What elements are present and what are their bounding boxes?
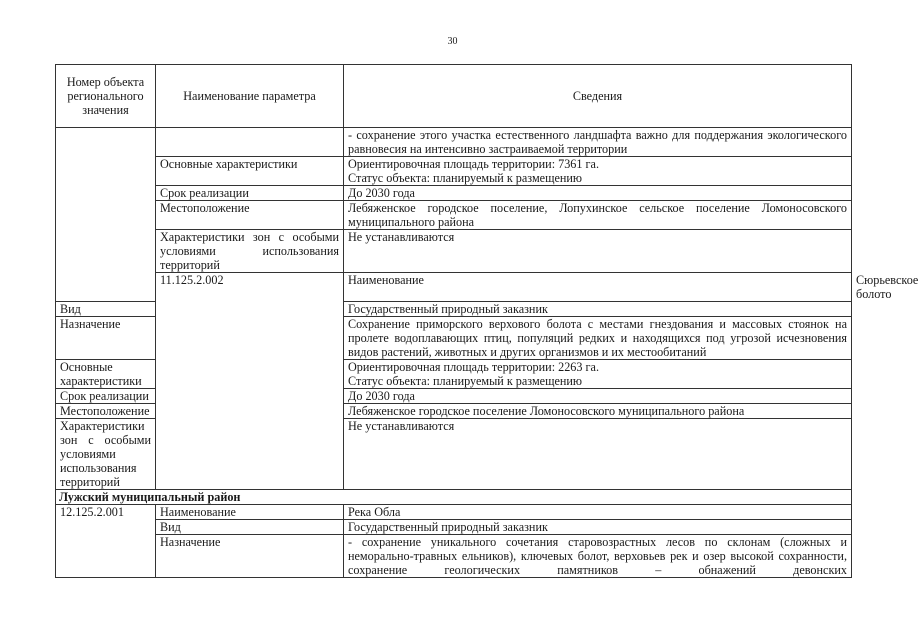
object-number-cell: 11.125.2.002: [156, 273, 344, 490]
area-line: Ориентировочная площадь территории: 2263 га.: [348, 360, 599, 374]
info-cell: [344, 157, 852, 186]
parameter-cell: [156, 128, 344, 157]
area-line: Ориентировочная площадь территории: 7361 га.: [348, 157, 599, 171]
table-row: [56, 535, 852, 578]
objects-table: [55, 64, 918, 578]
parameter-cell: Назначение: [56, 317, 156, 360]
table-row: [56, 505, 852, 520]
info-cell: Лебяженское городское поселение Ломоносовского муниципального района: [344, 404, 852, 419]
info-cell: - сохранение уникального сочетания старовозрастных лесов по склонам (сложных и неморально-травных ельников), ключевых болот, верховьев рек и озер высокой сохранности, сохранение геологических памятников – обнажений девонских: [344, 535, 852, 578]
parameter-cell: Вид: [56, 302, 156, 317]
info-cell: До 2030 года: [344, 389, 852, 404]
info-cell: Не устанавливаются: [344, 419, 852, 490]
info-cell: [344, 360, 852, 389]
header-number: Номер объекта регионального значения: [56, 65, 156, 128]
header-info: Сведения: [344, 65, 852, 128]
table-row: [56, 520, 852, 535]
info-cell: Лебяженское городское поселение, Лопухинское сельское поселение Ломоносовского муниципального района: [344, 201, 852, 230]
parameter-cell: Основные характеристики: [56, 360, 156, 389]
info-cell: До 2030 года: [344, 186, 852, 201]
district-row: [56, 490, 852, 505]
parameter-cell: Наименование: [344, 273, 852, 302]
parameter-cell: Местоположение: [56, 404, 156, 419]
table-row: [56, 128, 852, 157]
table-header-row: [56, 65, 852, 128]
parameter-cell: Срок реализации: [56, 389, 156, 404]
parameter-cell: Местоположение: [156, 201, 344, 230]
header-parameter: Наименование параметра: [156, 65, 344, 128]
table-row: [56, 157, 852, 186]
status-line: Статус объекта: планируемый к размещению: [348, 171, 583, 185]
table-row: [56, 230, 852, 273]
info-cell: - сохранение этого участка естественного ландшафта важно для поддержания экологического равновесия на интенсивно застраиваемой территории: [344, 128, 852, 157]
object-number-cell: 12.125.2.001: [56, 505, 156, 578]
parameter-cell: Наименование: [156, 505, 344, 520]
status-line: Статус объекта: планируемый к размещению: [348, 374, 583, 388]
info-cell: Река Обла: [344, 505, 852, 520]
object-number-cell: [56, 128, 156, 302]
table-row: [56, 201, 852, 230]
parameter-cell: Основные характеристики: [156, 157, 344, 186]
parameter-cell: Характеристики зон с особыми условиями использования территорий: [156, 230, 344, 273]
info-cell: Государственный природный заказник: [344, 302, 852, 317]
info-cell: Не устанавливаются: [344, 230, 852, 273]
info-cell: Государственный природный заказник: [344, 520, 852, 535]
parameter-cell: Вид: [156, 520, 344, 535]
table-row: [56, 186, 852, 201]
info-cell: Сохранение приморского верхового болота с местами гнездования и массовых стоянок на пролете водоплавающих птиц, популяций редких и находящихся под угрозой исчезновения видов растений, животных и других организмов и их местообитаний: [344, 317, 852, 360]
parameter-cell: Срок реализации: [156, 186, 344, 201]
page-number: 30: [447, 36, 458, 47]
parameter-cell: Назначение: [156, 535, 344, 578]
table-row: 11.125.2.002 Наименование Сюрьевское болото: [56, 273, 852, 302]
parameter-cell: Характеристики зон с особыми условиями использования территорий: [56, 419, 156, 490]
district-heading: Лужский муниципальный район: [56, 490, 852, 505]
